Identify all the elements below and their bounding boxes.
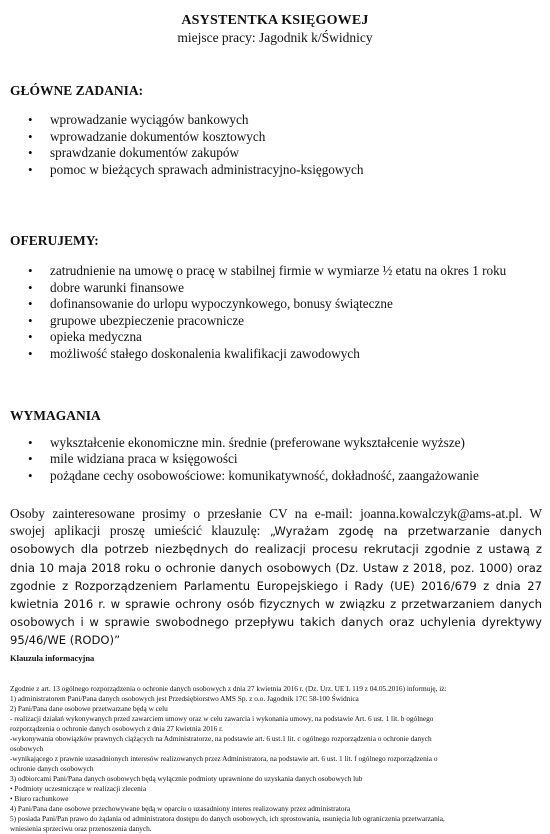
info-clause-line: 5) posiada Pani/Pan prawo do żądania od administratora dostępu do danych osobowych, ich sprostowania, usunięcia lub ograniczenia przetwarzania,: [10, 814, 445, 823]
list-item: • pomoc w bieżących sprawach administracyjno-księgowych: [28, 162, 363, 179]
list-item: • wprowadzanie wyciągów bankowych: [28, 112, 363, 129]
job-location: miejsce pracy: Jagodnik k/Świdnicy: [177, 30, 373, 45]
info-clause-line: rozporządzenia o ochronie danych osobowych z dnia 27 kwietnia 2016 r.: [10, 724, 223, 733]
job-title: ASYSTENTKA KSIĘGOWEJ: [181, 13, 369, 28]
requirements-list: [28, 435, 479, 484]
offer-list: [28, 263, 506, 363]
info-clause-body: [10, 684, 542, 834]
info-clause-line: Zgodnie z art. 13 ogólnego rozporządzenia o ochronie danych osobowych z dnia 27 kwietnia 2016 r. (Dz. Urz. UE L 119 z 04.05.2016) informuję, iż:: [10, 684, 447, 693]
list-item: • wykształcenie ekonomiczne min. średnie (preferowane wykształcenie wyższe): [28, 435, 479, 451]
list-item: • wprowadzanie dokumentów kosztowych: [28, 129, 363, 146]
info-clause-line: -wykonywania obowiązków prawnych ciążących na Administratorze, na podstawie art. 6 ust.1 lit. c ogólnego rozporządzenia o ochronie danych: [10, 734, 432, 743]
info-clause-line: - realizacji działań wykonywanych przed zawarciem umowy oraz w celu zawarcia i wykonania umowy, na podstawie Art. 6 ust. 1 lit. b ogólnego: [10, 714, 434, 723]
info-clause-heading: Klauzula informacyjna: [10, 653, 95, 663]
tasks-list: [28, 112, 363, 178]
application-instructions: [10, 505, 542, 650]
list-item: • dofinansowanie do urlopu wypoczynkowego, bonusy świąteczne: [28, 296, 506, 313]
requirements-heading: WYMAGANIA: [10, 408, 101, 423]
info-clause-line: • Podmioty uczestniczące w realizacji zlecenia: [10, 784, 147, 793]
list-item: • pożądane cechy osobowościowe: komunikatywność, dokładność, zaangażowanie: [28, 468, 479, 484]
list-item: • opieka medyczna: [28, 329, 506, 346]
list-item: • zatrudnienie na umowę o pracę w stabilnej firmie w wymiarze ½ etatu na okres 1 roku: [28, 263, 506, 280]
contact-email[interactable]: joanna.kowalczyk@ams-at.pl: [360, 506, 519, 521]
list-item: • możliwość stałego doskonalenia kwalifikacji zawodowych: [28, 346, 506, 363]
info-clause-line: -wynikającego z prawnie uzasadnionych interesów realizowanych przez Administratora, na podstawie art. 6 ust. 1 lit. f ogólnego rozporządzenia o: [10, 754, 438, 763]
list-item: • mile widziana praca w księgowości: [28, 451, 479, 467]
application-mid: . W swojej aplikacji proszę umieścić klauzulę:: [10, 506, 542, 539]
info-clause-line: ochronie danych osobowych: [10, 764, 94, 773]
application-intro: Osoby zainteresowane prosimy o przesłanie CV na e-mail:: [10, 506, 353, 521]
info-clause-line: 3) odbiorcami Pani/Pana danych osobowych będą wyłącznie podmioty uprawnione do uzyskania danych osobowych lub: [10, 774, 363, 783]
list-item: • sprawdzanie dokumentów zakupów: [28, 145, 363, 162]
info-clause-line: 2) Pani/Pana dane osobowe przetwarzane będą w celu: [10, 704, 168, 713]
tasks-heading: GŁÓWNE ZADANIA:: [10, 83, 144, 98]
offer-heading: OFERUJEMY:: [10, 233, 99, 248]
info-clause-line: wniesienia sprzeciwu oraz przenoszenia danych.: [10, 824, 152, 833]
info-clause-line: 4) Pani/Pana dane osobowe przechowywane będą w oparciu o uzasadniony interes realizowany przez administratora: [10, 804, 351, 813]
consent-clause: „Wyrażam zgodę na przetwarzanie danych osobowych dla potrzeb niezbędnych do realizacji procesu rekrutacji zgodnie z ustawą z dnia 10 maja 2018 roku o ochronie danych osobowych (Dz. Ustaw z 2018, poz. 1000) oraz zgodnie z Rozporządzeniem Parlamentu Europejskiego i Rady (UE) 2016/679 z dnia 27 kwietnia 2016 r. w sprawie ochrony osób fizycznych w związku z przetwarzaniem danych osobowych i w sprawie swobodnego przepływu takich danych oraz uchylenia dyrektywy 95/46/WE (RODO)”: [10, 524, 542, 648]
list-item: • grupowe ubezpieczenie pracownicze: [28, 313, 506, 330]
info-clause-line: osobowych: [10, 744, 44, 753]
list-item: • dobre warunki finansowe: [28, 280, 506, 297]
info-clause-line: 1) administratorem Pani/Pana danych osobowych jest Przedsiębiorstwo AMS Sp. z o.o. Jagodnik 17C 58-100 Świdnica: [10, 694, 359, 703]
info-clause-line: • Biuro rachunkowe: [10, 794, 69, 803]
